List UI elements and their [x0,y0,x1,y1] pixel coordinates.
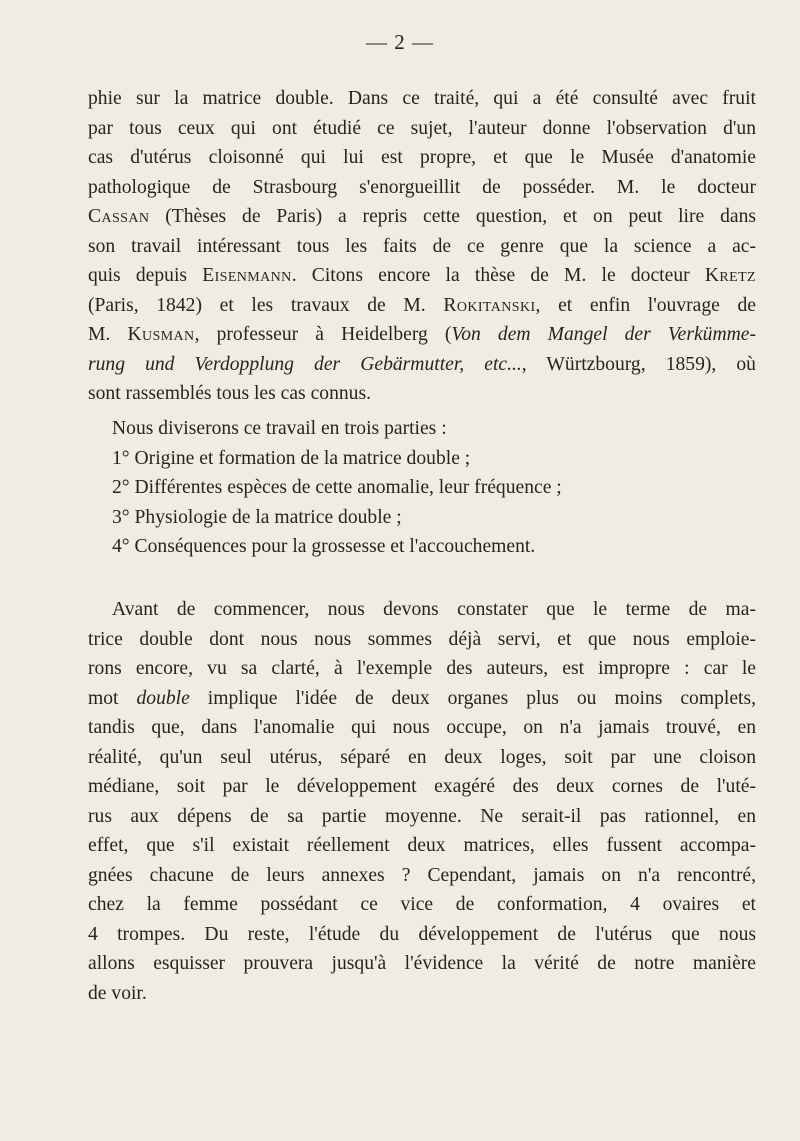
text-line [88,350,756,380]
text-line: sont rassemblés tous les cas connus. [88,383,371,404]
text-line: allons esquisser prouvera jusqu'à l'évidence la vérité de notre manière [88,953,756,974]
text-fragment: quis depuis [88,265,203,286]
text-line [88,202,756,232]
outline-item: 4° Conséquences pour la grossesse et l'accouchement. [112,536,536,557]
text-line: rus aux dépens de sa partie moyenne. Ne serait-il pas rationnel, en [88,805,756,827]
text-fragment: . Citons encore la thèse de M. le docteur [291,265,705,286]
book-title: Von dem Mangel der Verkümme- [451,324,756,345]
author-name: Kusman [127,324,195,345]
text-line: phie sur la matrice double. Dans ce traité, qui a été consulté avec fruit [88,88,756,109]
text-line: 4 trompes. Du reste, l'étude du développement de l'utérus que nous [88,923,756,945]
text-line: effet, que s'il existait réellement deux matrices, elles fussent accompa- [88,835,756,856]
paragraph-terminology [88,595,756,1008]
author-name: Eisenmann [202,265,292,286]
author-name: Kretz [704,265,756,286]
paragraph-outline [88,414,756,562]
text-fragment: , professeur à Heidelberg ( [194,324,452,345]
text-fragment: , Würtzbourg, 1859), où [521,353,756,375]
text-fragment: , et enfin l'ouvrage de [535,294,757,316]
emphasized-word: double [136,687,190,709]
page-number: — 2 — [366,30,434,54]
text-line [88,291,756,321]
text-fragment: (Paris, 1842) et les travaux de M. [88,294,444,316]
text-line: tandis que, dans l'anomalie qui nous occupe, on n'a jamais trouvé, en [88,717,756,738]
text-fragment: implique l'idée de deux organes plus ou moins complets, [189,687,756,709]
text-line: de voir. [88,982,147,1004]
text-line [88,320,756,350]
outline-intro: Nous diviserons ce travail en trois parties : [112,418,447,439]
outline-item: 1° Origine et formation de la matrice double ; [112,447,471,469]
author-name: Cassan [88,206,150,227]
author-name: Rokitanski [443,294,536,316]
text-fragment: M. [88,324,128,345]
text-line [88,684,756,714]
text-line: chez la femme possédant ce vice de conformation, 4 ovaires et [88,894,756,915]
text-line: gnées chacune de leurs annexes ? Cependant, jamais on n'a rencontré, [88,864,756,886]
text-line: réalité, qu'un seul utérus, séparé en deux loges, soit par une cloison [88,746,756,768]
text-line: rons encore, vu sa clarté, à l'exemple des auteurs, est impropre : car le [88,658,756,679]
outline-item: 2° Différentes espèces de cette anomalie, leur fréquence ; [112,477,562,498]
text-line: par tous ceux qui ont étudié ce sujet, l'auteur donne l'observation d'un [88,117,756,139]
text-line: son travail intéressant tous les faits de ce genre que la science a ac- [88,235,756,257]
text-line: médiane, soit par le développement exagéré des deux cornes de l'uté- [88,776,756,797]
text-line [88,261,756,291]
text-line: pathologique de Strasbourg s'enorgueillit de posséder. M. le docteur [88,176,756,198]
text-fragment: (Thèses de Paris) a repris cette question, et on peut lire dans [149,206,756,227]
text-line: Avant de commencer, nous devons constater que le terme de ma- [112,599,756,620]
text-line: trice double dont nous nous sommes déjà servi, et que nous emploie- [88,628,756,650]
paragraph-intro [88,84,756,409]
text-line: cas d'utérus cloisonné qui lui est propre, et que le Musée d'anatomie [88,147,756,168]
text-fragment: mot [88,687,137,709]
outline-item: 3° Physiologie de la matrice double ; [112,506,402,528]
book-title: rung und Verdopplung der Gebärmutter, etc... [88,353,522,375]
